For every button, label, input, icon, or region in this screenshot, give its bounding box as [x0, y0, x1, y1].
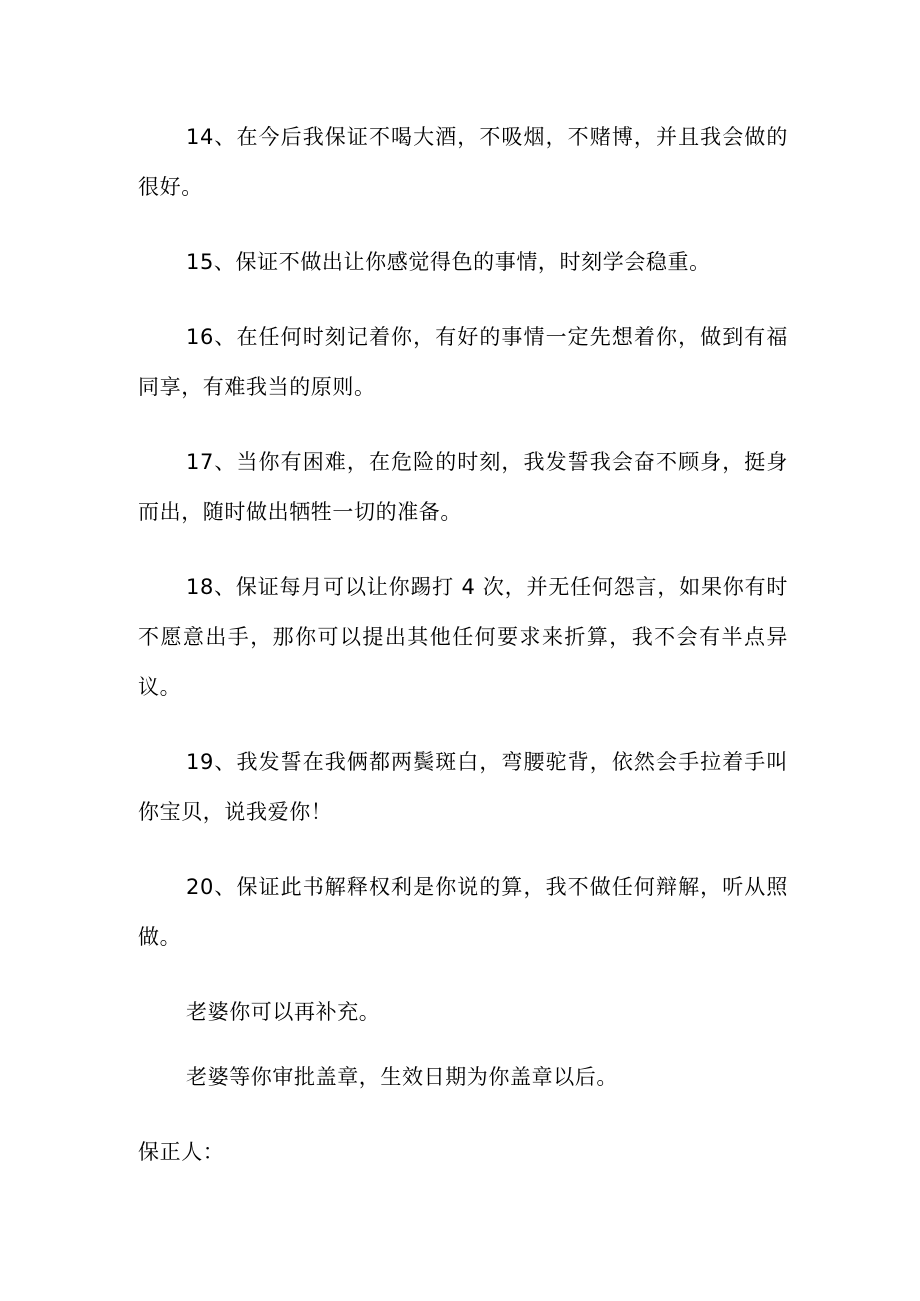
- supplement-note: 老婆你可以再补充。: [186, 1000, 381, 1024]
- paragraph-item-20: 20、保证此书解释权利是你说的算，我不做任何辩解，听从照做。: [138, 875, 788, 949]
- paragraph-item-14: 14、在今后我保证不喝大酒，不吸烟，不赌博，并且我会做的很好。: [138, 125, 788, 199]
- paragraph-item-17: 17、当你有困难，在危险的时刻，我发誓我会奋不顾身，挺身而出，随时做出牺牲一切的准备。: [138, 450, 788, 524]
- paragraph-item-18: 18、保证每月可以让你踢打 4 次，并无任何怨言，如果你有时不愿意出手，那你可以提出其他任何要求来折算，我不会有半点异议。: [138, 575, 788, 699]
- approval-note: 老婆等你审批盖章，生效日期为你盖章以后。: [186, 1065, 618, 1089]
- paragraph-item-16: 16、在任何时刻记着你，有好的事情一定先想着你，做到有福同享，有难我当的原则。: [138, 325, 788, 399]
- document-body: [138, 112, 788, 1202]
- paragraph-item-19: 19、我发誓在我俩都两鬓斑白，弯腰驼背，依然会手拉着手叫你宝贝，说我爱你！: [138, 750, 788, 824]
- paragraph-item-15: 15、保证不做出让你感觉得色的事情，时刻学会稳重。: [186, 250, 711, 274]
- signature-label: 保正人：: [138, 1140, 225, 1164]
